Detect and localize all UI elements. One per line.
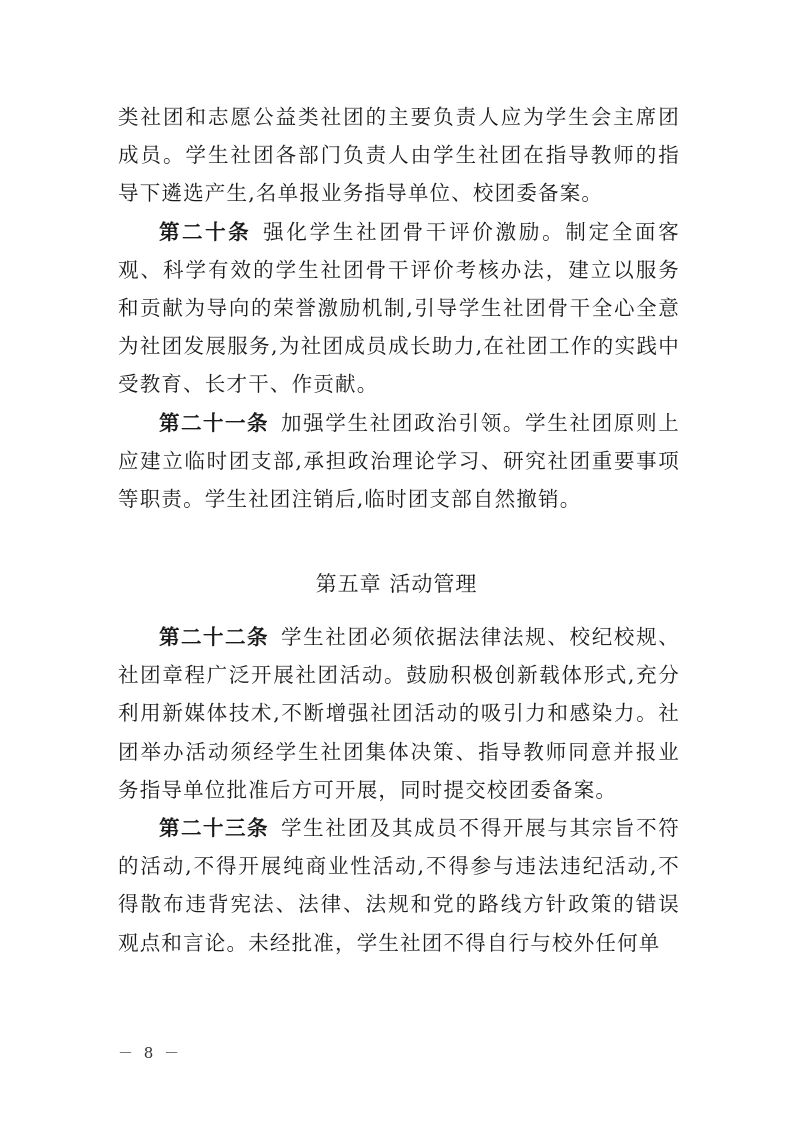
body-text-bottom (118, 618, 680, 962)
paragraph-text: 类社团和志愿公益类社团的主要负责人应为学生会主席团成员。学生社团各部门负责人由学生社团在指导教师的指导下遴选产生,名单报业务指导单位、校团委备案。 (118, 105, 680, 206)
article-text: 学生社团必须依据法律法规、校纪校规、社团章程广泛开展社团活动。鼓励积极创新载体形式,充分利用新媒体技术,不断增强社团活动的吸引力和感染力。社团举办活动须经学生社团集体决策、指导教师同意并报业务指导单位批准后方可开展，同时提交校团委备案。 (118, 625, 680, 802)
article-text: 加强学生社团政治引领。学生社团原则上应建立临时团支部,承担政治理论学习、研究社团重要事项等职责。学生社团注销后,临时团支部自然撤销。 (118, 410, 680, 512)
article-label: 第二十二条 (159, 625, 269, 649)
paragraph-continuation (118, 98, 680, 213)
article-label: 第二十三条 (159, 816, 269, 841)
article-label: 第二十一条 (159, 410, 269, 435)
article-label: 第二十条 (159, 219, 252, 244)
chapter-title: 第五章 活动管理 (315, 572, 478, 596)
article-22 (118, 618, 680, 809)
article-20 (118, 213, 680, 404)
article-text: 学生社团及其成员不得开展与其宗旨不符的活动,不得开展纯商业性活动,不得参与违法违纪活动,不得散布违背宪法、法律、法规和党的路线方针政策的错误观点和言论。未经批准，学生社团不得自行与校外任何单 (118, 816, 680, 955)
page-number: － 8 － (118, 1044, 183, 1062)
article-text: 强化学生社团骨干评价激励。制定全面客观、科学有效的学生社团骨干评价考核办法，建立以服务和贡献为导向的荣誉激励机制,引导学生社团骨干全心全意为社团发展服务,为社团成员成长助力,在社团工作的实践中受教育、长才干、作贡献。 (118, 219, 680, 397)
body-text-top (118, 98, 680, 518)
article-23 (118, 809, 680, 962)
article-21 (118, 404, 680, 519)
